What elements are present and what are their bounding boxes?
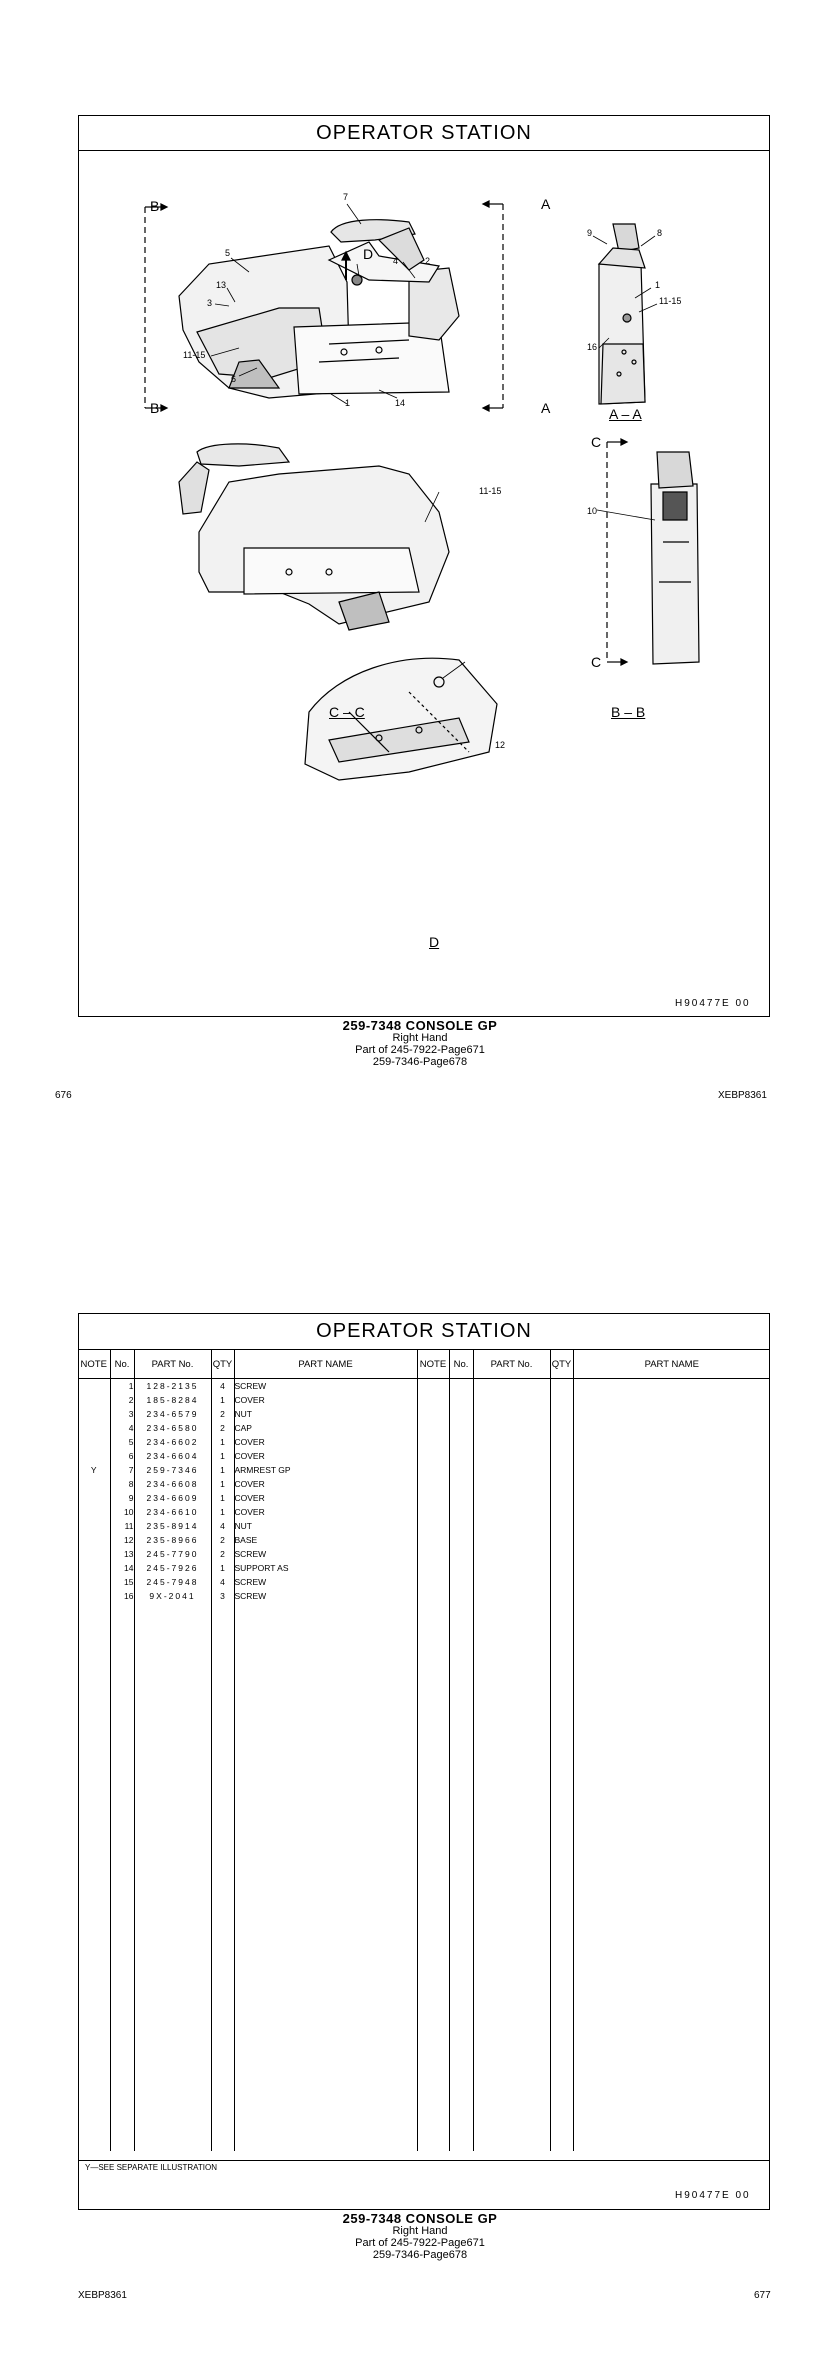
page-number-677: 677	[754, 2290, 771, 2301]
cell-empty	[110, 1603, 134, 2151]
cell-empty	[449, 1547, 473, 1561]
cell-empty	[417, 1435, 449, 1449]
callout-6: 6	[231, 374, 237, 384]
cell-name: NUT	[234, 1407, 417, 1421]
cell-empty	[417, 1505, 449, 1519]
cell-name: SUPPORT AS	[234, 1561, 417, 1575]
cell-qty: 1	[211, 1393, 234, 1407]
callout-9: 9	[587, 228, 593, 238]
cell-note	[78, 1561, 110, 1575]
caption-hand: Right Hand	[392, 1032, 448, 1044]
caption-group-2: 259-7348 CONSOLE GP	[342, 2211, 498, 2226]
cell-empty	[550, 1379, 573, 1394]
cell-qty: 1	[211, 1491, 234, 1505]
cell-name: COVER	[234, 1491, 417, 1505]
cell-part: 234-6608	[134, 1477, 211, 1491]
cell-empty	[573, 1463, 770, 1477]
cell-empty	[473, 1449, 550, 1463]
cell-no: 16	[110, 1589, 134, 1603]
cell-qty: 1	[211, 1505, 234, 1519]
table-filler-row	[78, 1603, 770, 2151]
cell-no: 2	[110, 1393, 134, 1407]
cell-empty	[473, 1505, 550, 1519]
view-label-d: D	[429, 934, 440, 950]
cell-empty	[573, 1421, 770, 1435]
cell-no: 12	[110, 1533, 134, 1547]
cell-empty	[449, 1519, 473, 1533]
cell-empty	[417, 1491, 449, 1505]
cell-note	[78, 1491, 110, 1505]
cell-empty	[550, 1449, 573, 1463]
table-header	[78, 1350, 770, 1379]
cell-part: 235-8914	[134, 1519, 211, 1533]
cell-qty: 4	[211, 1519, 234, 1533]
cell-empty	[573, 1589, 770, 1603]
cell-empty	[449, 1393, 473, 1407]
cell-empty	[550, 1505, 573, 1519]
cell-name: BASE	[234, 1533, 417, 1547]
cell-empty	[550, 1407, 573, 1421]
view-label-b-b: B – B	[611, 704, 646, 720]
table-row	[78, 1435, 770, 1449]
cell-part: 185-8284	[134, 1393, 211, 1407]
cell-empty	[449, 1589, 473, 1603]
cell-empty	[449, 1435, 473, 1449]
cell-empty	[573, 1407, 770, 1421]
figure-code-2: H90477E 00	[675, 2190, 751, 2201]
cell-empty	[417, 1421, 449, 1435]
cell-note	[78, 1589, 110, 1603]
section-marker-a-bottom: A	[541, 400, 551, 416]
cell-empty	[573, 1561, 770, 1575]
cell-empty	[449, 1561, 473, 1575]
cell-part: 234-6604	[134, 1449, 211, 1463]
cell-empty	[473, 1463, 550, 1477]
cell-empty	[573, 1575, 770, 1589]
table-row	[78, 1477, 770, 1491]
callout-10: 10	[587, 506, 598, 516]
cell-qty: 2	[211, 1547, 234, 1561]
cell-empty	[417, 1589, 449, 1603]
cell-empty	[78, 1603, 110, 2151]
cell-part: 234-6580	[134, 1421, 211, 1435]
cell-note	[78, 1575, 110, 1589]
cell-qty: 1	[211, 1463, 234, 1477]
cell-empty	[449, 1379, 473, 1394]
cell-part: 245-7948	[134, 1575, 211, 1589]
cell-note	[78, 1393, 110, 1407]
page-title: OPERATOR STATION	[316, 122, 532, 144]
table-row	[78, 1379, 770, 1394]
cell-empty	[449, 1421, 473, 1435]
cell-qty: 4	[211, 1379, 234, 1394]
cell-empty	[550, 1561, 573, 1575]
view-label-c-c: C – C	[329, 704, 365, 720]
cell-name: CAP	[234, 1421, 417, 1435]
view-marker-d: D	[363, 246, 374, 262]
cell-empty	[473, 1435, 550, 1449]
cell-empty	[449, 1533, 473, 1547]
cell-no: 6	[110, 1449, 134, 1463]
cell-empty	[473, 1393, 550, 1407]
figure-code: H90477E 00	[675, 998, 751, 1009]
cell-empty	[449, 1603, 473, 2151]
cell-part: 128-2135	[134, 1379, 211, 1394]
callout-13: 13	[216, 280, 227, 290]
caption-part-of-2: Part of 245-7922-Page671	[355, 2237, 485, 2249]
cell-empty	[550, 1533, 573, 1547]
cell-name: ARMREST GP	[234, 1463, 417, 1477]
callout-11-15-side: 11-15	[659, 296, 682, 306]
cell-empty	[550, 1547, 573, 1561]
cell-name: COVER	[234, 1477, 417, 1491]
cell-part: 234-6602	[134, 1435, 211, 1449]
cell-empty	[449, 1449, 473, 1463]
cell-empty	[473, 1547, 550, 1561]
cell-empty	[573, 1393, 770, 1407]
cell-part: 235-8966	[134, 1533, 211, 1547]
cell-note	[78, 1547, 110, 1561]
cell-empty	[550, 1491, 573, 1505]
cell-empty	[417, 1393, 449, 1407]
cell-no: 5	[110, 1435, 134, 1449]
cell-no: 15	[110, 1575, 134, 1589]
cell-empty	[473, 1561, 550, 1575]
cell-name: COVER	[234, 1393, 417, 1407]
callout-16: 16	[587, 342, 598, 352]
cell-no: 14	[110, 1561, 134, 1575]
cell-name: NUT	[234, 1519, 417, 1533]
cell-empty	[573, 1533, 770, 1547]
table-row	[78, 1575, 770, 1589]
cell-empty	[417, 1561, 449, 1575]
callout-1-side: 1	[655, 280, 661, 290]
title-divider	[79, 150, 769, 151]
table-row	[78, 1407, 770, 1421]
cell-empty	[573, 1547, 770, 1561]
cell-empty	[473, 1519, 550, 1533]
cell-part: 234-6609	[134, 1491, 211, 1505]
cell-name: SCREW	[234, 1547, 417, 1561]
col-part-no-2: PART No.	[473, 1350, 550, 1379]
cell-no: 4	[110, 1421, 134, 1435]
caption-group: 259-7348 CONSOLE GP	[342, 1018, 498, 1033]
col-qty: QTY	[211, 1350, 234, 1379]
cell-qty: 3	[211, 1589, 234, 1603]
cell-empty	[550, 1519, 573, 1533]
cell-empty	[417, 1463, 449, 1477]
cell-name: SCREW	[234, 1575, 417, 1589]
cell-empty	[550, 1589, 573, 1603]
section-marker-b-top: B	[150, 198, 160, 214]
cell-note	[78, 1505, 110, 1519]
cell-empty	[550, 1575, 573, 1589]
col-part-name: PART NAME	[234, 1350, 417, 1379]
table-row	[78, 1421, 770, 1435]
callout-1-main: 1	[345, 398, 351, 408]
cell-part: 259-7346	[134, 1463, 211, 1477]
col-no: No.	[110, 1350, 134, 1379]
cell-note: Y	[78, 1463, 110, 1477]
cell-note	[78, 1519, 110, 1533]
cell-qty: 1	[211, 1449, 234, 1463]
cell-empty	[473, 1589, 550, 1603]
col-part-name-2: PART NAME	[573, 1350, 770, 1379]
cell-empty	[473, 1407, 550, 1421]
cell-empty	[417, 1533, 449, 1547]
table-row	[78, 1533, 770, 1547]
cell-empty	[234, 1603, 417, 2151]
cell-empty	[417, 1379, 449, 1394]
col-part-no: PART No.	[134, 1350, 211, 1379]
cell-part: 245-7926	[134, 1561, 211, 1575]
cell-note	[78, 1379, 110, 1394]
doc-code-bottom: XEBP8361	[78, 2290, 127, 2301]
cell-name: COVER	[234, 1435, 417, 1449]
exploded-illustration	[79, 152, 769, 1018]
table-row	[78, 1449, 770, 1463]
parts-table	[78, 1350, 770, 2151]
col-no-2: No.	[449, 1350, 473, 1379]
page-title-2: OPERATOR STATION	[316, 1320, 532, 1342]
cell-empty	[211, 1603, 234, 2151]
cell-empty	[473, 1491, 550, 1505]
cell-empty	[134, 1603, 211, 2151]
cell-empty	[449, 1505, 473, 1519]
table-row	[78, 1547, 770, 1561]
cell-empty	[473, 1379, 550, 1394]
cell-empty	[417, 1519, 449, 1533]
page-number-676: 676	[55, 1090, 72, 1101]
cell-empty	[473, 1421, 550, 1435]
cell-no: 8	[110, 1477, 134, 1491]
caption-ref-2: 259-7346-Page678	[372, 2249, 468, 2261]
cell-empty	[417, 1547, 449, 1561]
cell-name: COVER	[234, 1505, 417, 1519]
cell-note	[78, 1477, 110, 1491]
cell-name: COVER	[234, 1449, 417, 1463]
table-row	[78, 1505, 770, 1519]
cell-empty	[473, 1603, 550, 2151]
callout-4: 4	[393, 256, 399, 266]
cell-empty	[449, 1575, 473, 1589]
table-row	[78, 1589, 770, 1603]
callout-14: 14	[395, 398, 406, 408]
cell-empty	[473, 1533, 550, 1547]
cell-empty	[573, 1491, 770, 1505]
cell-empty	[573, 1435, 770, 1449]
section-marker-b-bottom: B	[150, 400, 160, 416]
cell-empty	[417, 1407, 449, 1421]
caption-hand-2: Right Hand	[392, 2225, 448, 2237]
cell-note	[78, 1449, 110, 1463]
cell-qty: 1	[211, 1561, 234, 1575]
cell-empty	[473, 1575, 550, 1589]
callout-2: 2	[425, 256, 431, 266]
cell-qty: 4	[211, 1575, 234, 1589]
cell-part: 9X-2041	[134, 1589, 211, 1603]
cell-empty	[449, 1407, 473, 1421]
cell-no: 10	[110, 1505, 134, 1519]
cell-empty	[417, 1477, 449, 1491]
table-row	[78, 1491, 770, 1505]
callout-5: 5	[225, 248, 231, 258]
cell-empty	[449, 1463, 473, 1477]
cell-empty	[550, 1421, 573, 1435]
cell-note	[78, 1407, 110, 1421]
cell-empty	[550, 1463, 573, 1477]
cell-empty	[550, 1477, 573, 1491]
section-marker-a-top: A	[541, 196, 551, 212]
doc-code-top: XEBP8361	[718, 1090, 767, 1101]
cell-empty	[573, 1505, 770, 1519]
table-row	[78, 1393, 770, 1407]
cell-no: 11	[110, 1519, 134, 1533]
cell-no: 1	[110, 1379, 134, 1394]
cell-name: SCREW	[234, 1589, 417, 1603]
cell-empty	[550, 1435, 573, 1449]
cell-empty	[573, 1603, 770, 2151]
callout-11-15-c: 11-15	[479, 486, 502, 496]
callout-7: 7	[343, 192, 349, 202]
col-note-2: NOTE	[417, 1350, 449, 1379]
view-label-a-a: A – A	[609, 406, 642, 422]
cell-part: 234-6610	[134, 1505, 211, 1519]
cell-part: 234-6579	[134, 1407, 211, 1421]
caption-part-of: Part of 245-7922-Page671	[355, 1044, 485, 1056]
cell-no: 9	[110, 1491, 134, 1505]
cell-name: SCREW	[234, 1379, 417, 1394]
table-row	[78, 1519, 770, 1533]
cell-empty	[473, 1477, 550, 1491]
cell-empty	[550, 1603, 573, 2151]
callout-12: 12	[495, 740, 506, 750]
cell-empty	[573, 1477, 770, 1491]
illustration-frame	[78, 115, 770, 1017]
table-row	[78, 1463, 770, 1477]
section-marker-c-top: C	[591, 434, 602, 450]
footnote: Y—SEE SEPARATE ILLUSTRATION	[85, 2163, 218, 2172]
cell-no: 7	[110, 1463, 134, 1477]
cell-note	[78, 1421, 110, 1435]
col-qty-2: QTY	[550, 1350, 573, 1379]
footnote-divider	[79, 2160, 769, 2161]
section-marker-c-bottom: C	[591, 654, 602, 670]
cell-no: 13	[110, 1547, 134, 1561]
cell-qty: 1	[211, 1477, 234, 1491]
callout-3: 3	[207, 298, 213, 308]
cell-qty: 2	[211, 1421, 234, 1435]
figure-caption-2	[0, 2213, 840, 2261]
figure-caption	[0, 1020, 840, 1068]
cell-qty: 2	[211, 1533, 234, 1547]
cell-part: 245-7790	[134, 1547, 211, 1561]
col-note: NOTE	[78, 1350, 110, 1379]
cell-empty	[449, 1491, 473, 1505]
callout-11-15-main: 11-15	[183, 350, 206, 360]
cell-qty: 2	[211, 1407, 234, 1421]
callout-8: 8	[657, 228, 663, 238]
cell-note	[78, 1533, 110, 1547]
cell-empty	[573, 1379, 770, 1394]
cell-empty	[573, 1519, 770, 1533]
cell-qty: 1	[211, 1435, 234, 1449]
cell-empty	[417, 1575, 449, 1589]
table-row	[78, 1561, 770, 1575]
cell-note	[78, 1435, 110, 1449]
cell-empty	[449, 1477, 473, 1491]
cell-empty	[417, 1449, 449, 1463]
cell-empty	[573, 1449, 770, 1463]
caption-ref: 259-7346-Page678	[372, 1056, 468, 1068]
cell-empty	[550, 1393, 573, 1407]
cell-empty	[417, 1603, 449, 2151]
cell-no: 3	[110, 1407, 134, 1421]
